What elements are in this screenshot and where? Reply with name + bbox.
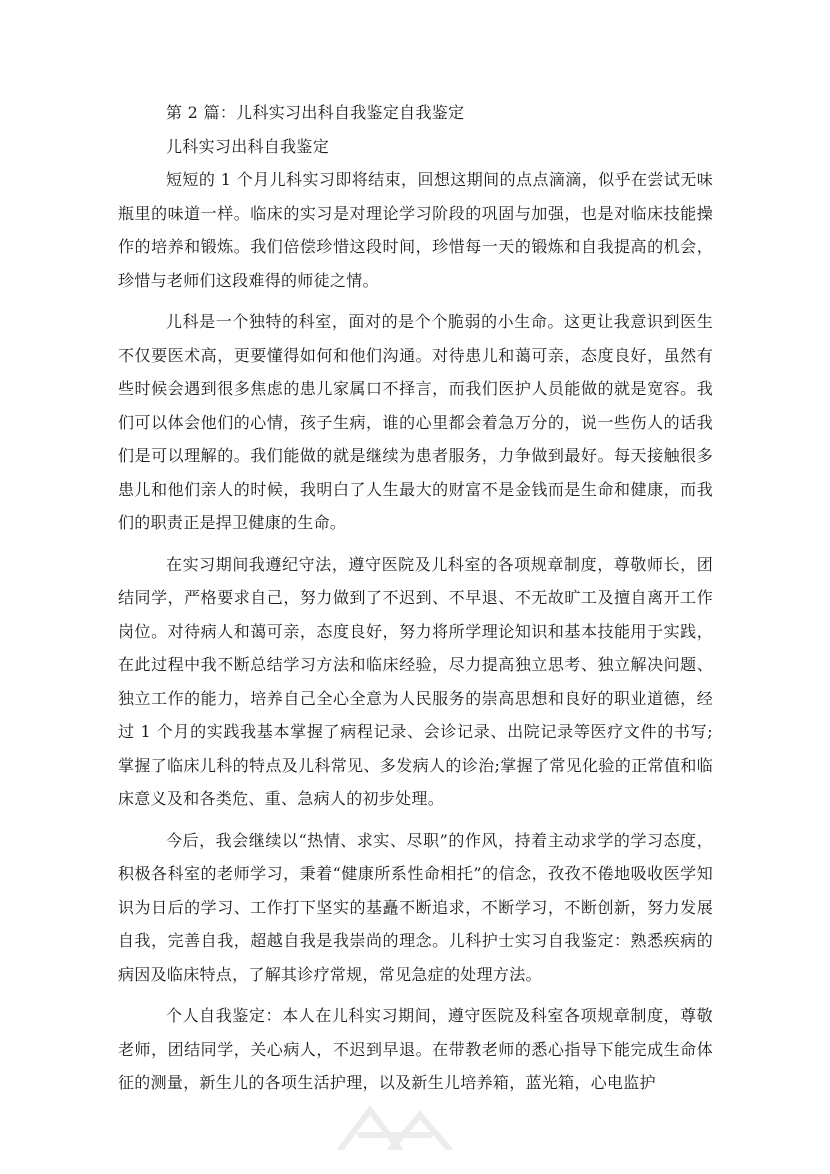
paragraph: 在实习期间我遵纪守法，遵守医院及儿科室的各项规章制度，尊敬师长，团结同学，严格要求自己，努力做到了不迟到、不早退、不无故旷工及擅自离开工作岗位。对待病人和蔼可亲，态度良好，努力将所学理论知识和基本技能用于实践，在此过程中我不断总结学习方法和临床经验，尽力提高独立思考、独立解决问题、独立工作的能力，培养自己全心全意为人民服务的崇高思想和良好的职业道德，经过 1 个月的实践我基本掌握了病程记录、会诊记录、出院记录等医疗文件的书写;掌握了临床儿科的特点及儿科常见、多发病人的诊治;掌握了常见化验的正常值和临床意义及和各类危、重、急病人的初步处理。 xyxy=(118,554,713,808)
document-page xyxy=(118,96,713,1108)
paragraph: 儿科是一个独特的科室，面对的是个个脆弱的小生命。这更让我意识到医生不仅要医术高，更要懂得如何和他们沟通。对待患儿和蔼可亲，态度良好，虽然有些时候会遇到很多焦虑的患儿家属口不择言，而我们医护人员能做的就是宽容。我们可以体会他们的心情，孩子生病，谁的心里都会着急万分的，说一些伤人的话我们是可以理解的。我们能做的就是继续为患者服务，力争做到最好。每天接触很多患儿和他们亲人的时候，我明白了人生最大的财富不是金钱而是生命和健康，而我们的职责正是捍卫健康的生命。 xyxy=(118,312,713,532)
paragraph: 个人自我鉴定：本人在儿科实习期间，遵守医院及科室各项规章制度，尊敬老师，团结同学，关心病人，不迟到早退。在带教老师的悉心指导下能完成生命体征的测量，新生儿的各项生活护理，以及新生儿培养箱，蓝光箱，心电监护 xyxy=(118,1006,713,1092)
paragraph: 今后，我会继续以“热情、求实、尽职”的作风，持着主动求学的学习态度，积极各科室的老师学习，秉着“健康所系性命相托”的信念，孜孜不倦地吸收医学知识为日后的学习、工作打下坚实的基矗不断追求，不断学习，不断创新，努力发展自我，完善自我，超越自我是我崇尚的理念。儿科护士实习自我鉴定：熟悉疾病的病因及临床特点，了解其诊疗常规，常见急症的处理方法。 xyxy=(118,830,713,984)
paragraph: 短短的 1 个月儿科实习即将结束，回想这期间的点点滴滴，似乎在尝试无味瓶里的味道一样。临床的实习是对理论学习阶段的巩固与加强，也是对临床技能操作的培养和锻炼。我们倍偿珍惜这段时间，珍惜每一天的锻炼和自我提高的机会，珍惜与老师们这段难得的师徒之情。 xyxy=(118,170,713,290)
chapter-title: 第 2 篇：儿科实习出科自我鉴定自我鉴定 xyxy=(166,103,465,122)
document-subtitle: 儿科实习出科自我鉴定 xyxy=(166,136,330,156)
